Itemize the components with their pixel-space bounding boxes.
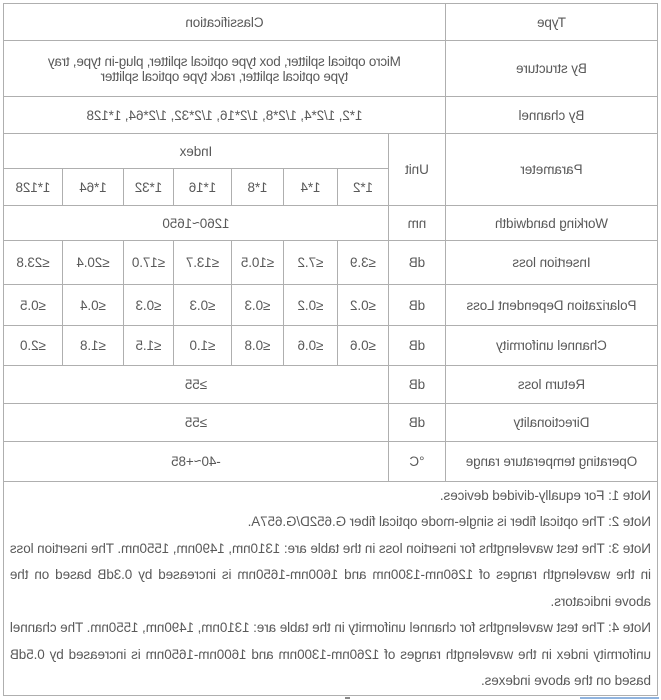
spec-table	[3, 3, 658, 696]
label-pdl: Polarization Dependent Loss	[446, 285, 658, 326]
value-classification: Classification	[3, 4, 445, 41]
table-row	[3, 241, 657, 285]
value-directionality: ≥55	[3, 404, 388, 442]
unit-cell: dB	[389, 285, 446, 326]
label-working-bandwidth: Working bandwidth	[446, 206, 658, 241]
value-by-structure	[3, 41, 445, 97]
structure-line-2: type optical splitter, rack type optical splitter	[100, 68, 349, 84]
spec-value-cell: ≤1.8	[63, 326, 124, 366]
spec-value-cell: ≤7.2	[284, 241, 338, 285]
label-directionality: Directionality	[446, 404, 658, 442]
spec-value-cell: ≤0.2	[338, 285, 389, 326]
channel-header: 1*8	[232, 169, 284, 206]
table-row	[3, 442, 657, 482]
cut-off-link-sliver	[580, 697, 659, 699]
table-row	[3, 206, 657, 241]
label-channel-uniformity: Channel uniformity	[446, 326, 658, 366]
note-1: Note 1: For equally-divided devices.	[439, 487, 651, 503]
table-row	[3, 134, 657, 169]
header-unit: Unit	[389, 134, 446, 206]
spec-value-cell: ≤0.6	[338, 326, 389, 366]
spec-value-cell: ≤17.0	[124, 241, 174, 285]
value-operating-temp: -40~+85	[3, 442, 388, 482]
table-row	[3, 97, 657, 134]
table-row	[3, 404, 657, 442]
spec-value-cell: ≤0.4	[63, 285, 124, 326]
channel-header: 1*128	[3, 169, 62, 206]
header-index: Index	[3, 134, 388, 169]
notes-cell	[3, 482, 657, 696]
spec-value-cell: ≤0.6	[284, 326, 338, 366]
unit-cell: dB	[389, 241, 446, 285]
unit-cell: dB	[389, 366, 446, 404]
cut-off-text-sliver	[345, 697, 350, 699]
label-type: Type	[446, 4, 658, 41]
spec-value-cell: ≤13.7	[174, 241, 232, 285]
unit-cell: dB	[389, 326, 446, 366]
spec-value-cell: ≤0.3	[174, 285, 232, 326]
unit-cell: dB	[389, 404, 446, 442]
value-working-bandwidth: 1260~1650	[3, 206, 388, 241]
channel-header: 1*16	[174, 169, 232, 206]
note-2: Note 2: The optical fiber is single-mode optical fiber G.652D/G.657A.	[247, 514, 651, 529]
label-insertion-loss: Insertion loss	[446, 241, 658, 285]
spec-value-cell: ≤3.9	[338, 241, 389, 285]
label-by-structure: By structure	[446, 41, 658, 97]
spec-value-cell: ≤0.3	[124, 285, 174, 326]
channel-header: 1*4	[284, 169, 338, 206]
spec-value-cell: ≤0.2	[284, 285, 338, 326]
channel-header: 1*64	[63, 169, 124, 206]
table-row	[3, 4, 657, 41]
spec-value-cell: ≤23.8	[3, 241, 62, 285]
table-row	[3, 482, 657, 696]
channel-header: 1*32	[124, 169, 174, 206]
value-by-channel: 1*2, 1/2*4, 1/2*8, 1/2*16, 1/2*32, 1/2*64, 1*128	[3, 97, 445, 134]
value-return-loss: ≥55	[3, 366, 388, 404]
unit-cell: nm	[389, 206, 446, 241]
spec-value-cell: ≤2.0	[3, 326, 62, 366]
mirrored-page	[0, 3, 661, 698]
spec-value-cell: ≤10.5	[232, 241, 284, 285]
spec-value-cell: ≤0.5	[3, 285, 62, 326]
label-by-channel: By channel	[446, 97, 658, 134]
spec-value-cell: ≤0.3	[232, 285, 284, 326]
table-row	[3, 366, 657, 404]
label-return-loss: Return loss	[446, 366, 658, 404]
spec-value-cell: ≤20.4	[63, 241, 124, 285]
note-3: Note 3: The test wavelengths for insertion loss in the table are: 1310nm, 1490nm, 1550nm. The insertion loss in the wavelength ranges of 1260nm-1300nm and 1600nm-1650nm is increased by 0.3dB based on the above indicators.	[9, 540, 651, 609]
structure-line-1: Micro optical splitter, box type optical splitter, plug-in type, tray	[48, 53, 401, 69]
channel-header: 1*2	[338, 169, 389, 206]
unit-cell: °C	[389, 442, 446, 482]
label-operating-temp: Operating temperature range	[446, 442, 658, 482]
table-row	[3, 41, 657, 97]
table-row	[3, 285, 657, 326]
spec-value-cell: ≤0.8	[232, 326, 284, 366]
label-parameter: Parameter	[446, 134, 658, 206]
table-row	[3, 326, 657, 366]
note-4: Note 4: The test wavelengths for channel uniformity in the table are: 1310nm, 1490nm, 1550nm. The channel uniformity index in the wavelength ranges of 1260nm-1300nm and 1600nm-1650nm is increased by 0.5dB based on the above indexes.	[9, 620, 651, 688]
cut-off-bottom-row	[0, 696, 661, 700]
spec-value-cell: ≤1.5	[124, 326, 174, 366]
spec-value-cell: ≤1.0	[174, 326, 232, 366]
